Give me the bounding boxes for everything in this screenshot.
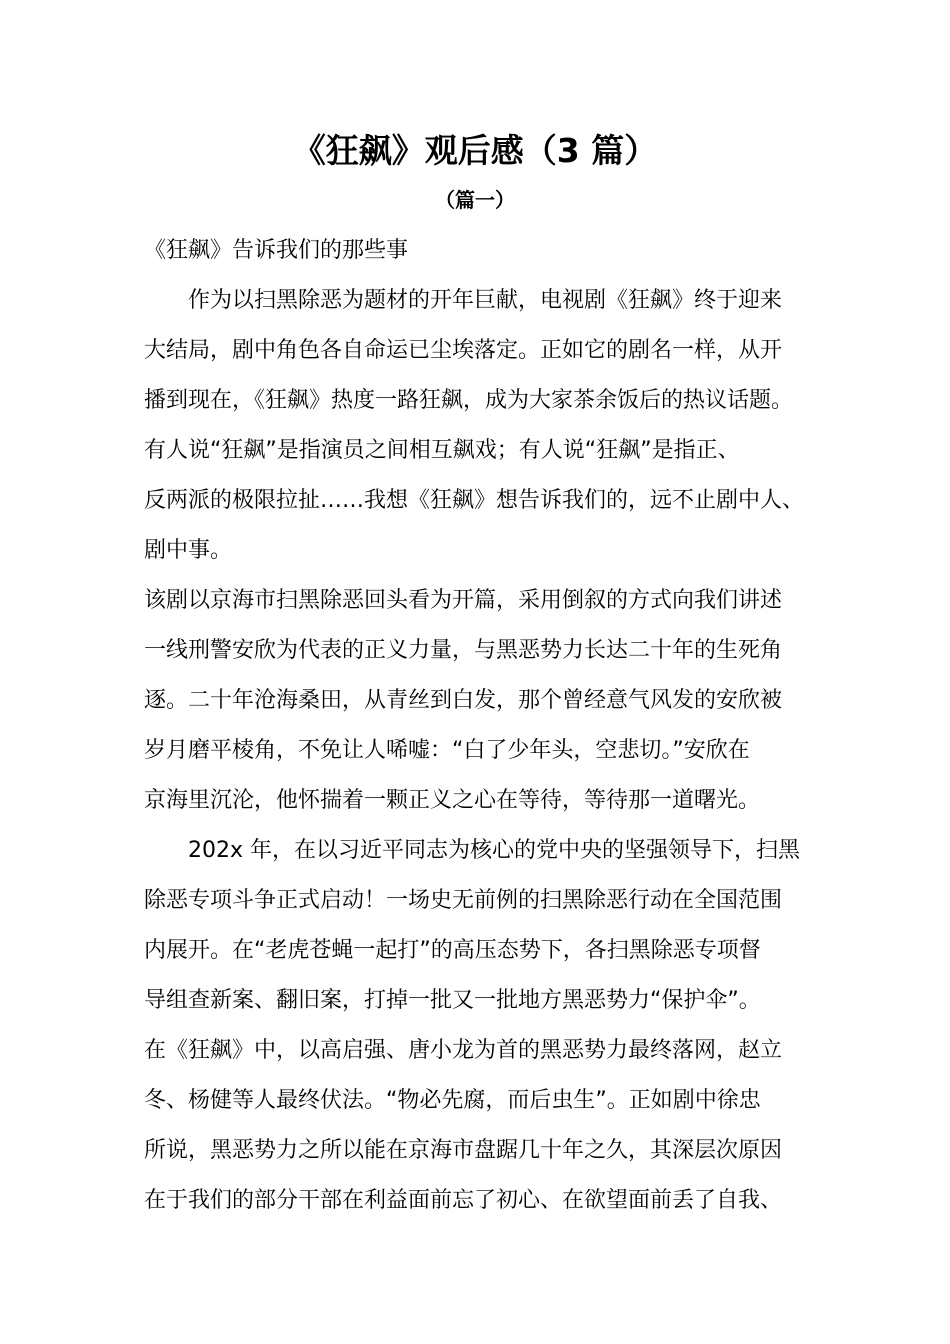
paragraph-line: 202x 年，在以习近平同志为核心的党中央的坚强领导下，扫黑 [188,838,801,863]
section-heading: （篇一） [435,188,515,212]
document-body [144,226,804,1226]
paragraph-line: 导组查新案、翻旧案，打掉一批又一批地方黑恶势力“保护伞”。 [144,988,761,1013]
paragraph-line: 冬、杨健等人最终伏法。“物必先腐，而后虫生”。正如剧中徐忠 [144,1088,761,1113]
paragraph-line: 逐。二十年沧海桑田，从青丝到白发，那个曾经意气风发的安欣被 [144,688,783,713]
paragraph-line: 一线刑警安欣为代表的正义力量，与黑恶势力长达二十年的生死角 [144,638,783,663]
paragraph-line: 在《狂飙》中，以高启强、唐小龙为首的黑恶势力最终落网，赵立 [144,1038,783,1063]
paragraph-line: 在于我们的部分干部在利益面前忘了初心、在欲望面前丢了自我、 [144,1188,783,1213]
paragraph-line: 播到现在，《狂飙》热度一路狂飙，成为大家茶余饭后的热议话题。 [144,388,794,413]
paragraph-line: 反两派的极限拉扯……我想《狂飙》想告诉我们的，远不止剧中人、 [144,488,805,513]
paragraph-line: 内展开。在“老虎苍蝇一起打”的高压态势下，各扫黑除恶专项督 [144,938,761,963]
paragraph-line: 剧中事。 [144,538,233,563]
paragraph-line: 有人说“狂飙”是指演员之间相互飙戏；有人说“狂飙”是指正、 [144,438,740,463]
paragraph-line: 京海里沉沦，他怀揣着一颗正义之心在等待，等待那一道曙光。 [144,788,761,813]
document-title: 《狂飙》观后感（3 篇） [292,131,658,170]
paragraph-line: 岁月磨平棱角，不免让人唏嘘：“白了少年头，空悲切。”安欣在 [144,738,750,763]
paragraph-line: 大结局，剧中角色各自命运已尘埃落定。正如它的剧名一样，从开 [144,338,783,363]
article-heading: 《狂飙》告诉我们的那些事 [144,238,409,263]
paragraph-line: 作为以扫黑除恶为题材的开年巨献，电视剧《狂飙》终于迎来 [188,288,783,313]
paragraph-line: 所说，黑恶势力之所以能在京海市盘踞几十年之久，其深层次原因 [144,1138,783,1163]
paragraph-line: 除恶专项斗争正式启动！一场史无前例的扫黑除恶行动在全国范围 [144,888,783,913]
paragraph-line: 该剧以京海市扫黑除恶回头看为开篇，采用倒叙的方式向我们讲述 [144,588,783,613]
